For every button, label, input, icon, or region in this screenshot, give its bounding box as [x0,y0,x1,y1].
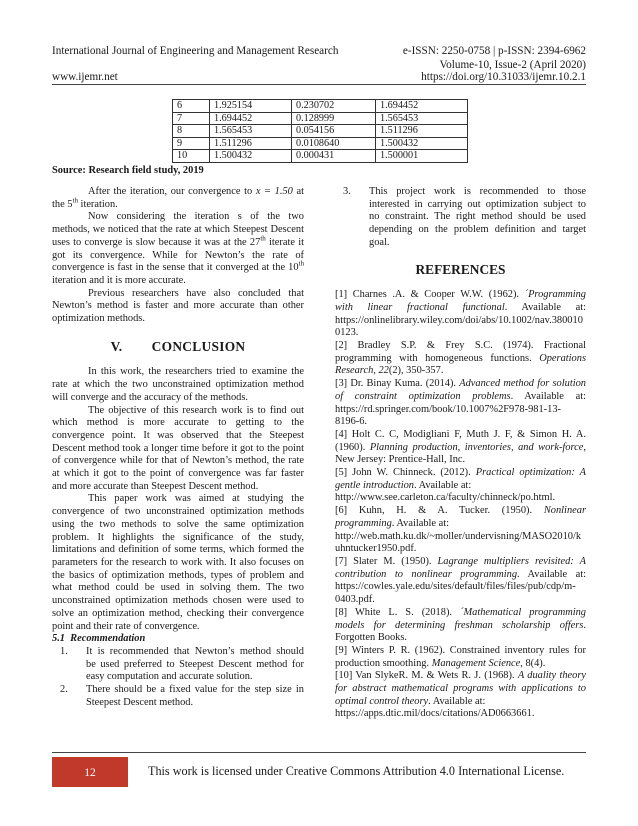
reference-item: [9] Winters P. R. (1962). Constrained inventory rules for production smoothing. Management Science, 8(4). [335,644,586,669]
table-row [173,137,468,150]
left-column [52,186,304,709]
reference-link[interactable]: https://rd.springer.com/book/10.1007%2F978-981-13- [335,403,561,415]
reference-link[interactable]: https://apps.dtic.mil/docs/citations/AD0663661. [335,708,535,720]
table-cell: 1.500001 [376,150,468,163]
table-row [173,112,468,125]
license-notice: This work is licensed under Creative Commons Attribution 4.0 International License. [148,764,565,778]
reference-item: [5] John W. Chinneck. (2012). Practical optimization: A gentle introduction. Available at: http://www.see.carleton.ca/faculty/chinneck/po.html. [335,467,586,504]
footer-rule [52,752,586,753]
paragraph-convergence: After the iteration, our convergence to x = 1.50 at the 5th iteration. [52,186,304,210]
list-item: 2. There should be a fixed value for the step size in Steepest Descent method. [60,684,304,708]
doi-link[interactable]: https://doi.org/10.31033/ijemr.10.2.1 [421,71,586,83]
table-cell: 7 [173,112,210,125]
table-cell: 6 [173,100,210,113]
table-cell: 9 [173,137,210,150]
reference-item: [2] Bradley S.P. & Frey S.C. (1974). Fractional programming with homogeneous functions. Operations Research, 22(2), 350-357. [335,340,586,377]
table-cell: 0.000431 [292,150,376,163]
table-cell: 1.511296 [210,137,292,150]
journal-title: International Journal of Engineering and Management Research [52,45,339,57]
reference-link[interactable]: http://web.math.ku.dk/~moller/undervisning/MASO2010/k [335,530,582,542]
paragraph-previous-research: Previous researchers have also concluded that Newton’s method is faster and more accurate than other optimization methods. [52,287,304,325]
reference-item: [7] Slater M. (1950). Lagrange multipliers revisited: A contribution to nonlinear programming. Available at: https://cowles.yale.edu/sites/default/files/files/pub/cdp/m- 0403.pdf. [335,555,586,606]
reference-link[interactable]: https://cowles.yale.edu/sites/default/files/files/pub/cdp/m- [335,581,576,593]
table-row [173,100,468,113]
table-row [173,125,468,138]
table-row [173,150,468,163]
table-source: Source: Research field study, 2019 [52,165,204,176]
reference-item: [8] White L. S. (2018). ´Mathematical programming models for determining freshman scholarship offers. Forgotten Books. [335,606,586,644]
table-cell: 0.0108640 [292,137,376,150]
reference-item: [6] Kuhn, H. & A. Tucker. (1950). Nonlinear programming. Available at: http://web.math.ku.dk/~moller/undervisning/MASO2010/k uhntucker1950.pdf. [335,505,586,555]
table-cell: 0.128999 [292,112,376,125]
reference-item: [10] Van SlykeR. M. & Wets R. J. (1968). A duality theory for abstract mathematical programs with applications to optimal control theory. Available at: https://apps.dtic.mil/docs/citations/AD0663661. [335,670,586,720]
paragraph-aim: This paper work was aimed at studying the convergence of two unconstrained optimization methods using the two methods to solve the same optimization problem. It highlights the significance of the study, limitations and definition of some terms, which formed the parameters for the research to work with. It also focuses on the basics of optimization methods, types of problem and what method could be used in solving them. The two unconstrained optimization methods chosen were used to solve an optimization method, checking their convergence point and their rate of convergence. [52,493,304,632]
paragraph-comparison: Now considering the iteration s of the two methods, we noticed that the rate at which Steepest Descent uses to converge is slow because it was at the 27th iterate it got its convergence. While for Newton’s the rate of convergence is fast in the sense that it converged at the 10th iteration and it is more accurate. [52,211,304,286]
table-cell: 1.565453 [376,112,468,125]
reference-item: [1] Charnes .A. & Cooper W.W. (1962). ´Programming with linear fractional functional. Available at: https://onlinelibrary.wiley.com/doi/abs/10.1002/nav.380010 0123. [335,289,586,339]
section-heading-conclusion: V. CONCLUSION [110,338,246,354]
iteration-table [172,99,468,163]
header-rule [52,84,586,85]
reference-link[interactable]: http://www.see.carleton.ca/faculty/chinneck/po.html. [335,492,556,504]
table-cell: 1.694452 [376,100,468,113]
table-cell: 0.054156 [292,125,376,138]
issn: e-ISSN: 2250-0758 | p-ISSN: 2394-6962 [402,45,586,57]
reference-item: [3] Dr. Binay Kuma. (2014). Advanced method for solution of constraint optimization problems. Available at: https://rd.springer.com/book/10.1007%2F978-981-13- 8196-6. [335,378,587,428]
table-cell: 1.500432 [376,137,468,150]
paragraph-objective: The objective of this research work is to find out which method is more accurate to getting to the convergence point. It was observed that the Steepest Descent method took a longer time before it got to the point of convergence while for that of Newton’s method, the rate at which it got to the point of convergence was far faster and more accurate than Steepest Descent method. [52,404,304,492]
table-cell: 10 [173,150,210,163]
table-cell: 1.511296 [376,125,468,138]
table-cell: 1.694452 [210,112,292,125]
table-cell: 8 [173,125,210,138]
right-column [335,186,586,721]
list-item: 3. This project work is recommended to those interested in carrying out optimization subject to no constraint. The right method should be used depending on the problem definition and target goal. [343,186,586,248]
table-cell: 1.925154 [210,100,292,113]
page-number: 12 [52,757,128,787]
volume-issue: Volume-10, Issue-2 (April 2020) [439,59,586,71]
table-cell: 0.230702 [292,100,376,113]
reference-link[interactable]: https://onlinelibrary.wiley.com/doi/abs/10.1002/nav.380010 [335,314,583,326]
reference-item: [4] Holt C. C, Modigliani F, Muth J. F, & Simon H. A. (1960). Planning production, inventories, and work-force, New Jersey: Prentice-Hall, Inc. [335,428,586,466]
subsection-heading-recommendation: 5.1 Recommendation [52,633,146,645]
journal-website[interactable]: www.ijemr.net [52,71,118,83]
paragraph-conclusion-intro: In this work, the researchers tried to examine the rate at which the two unconstrained optimization method will converge and the accuracy of the methods. [52,366,304,403]
list-item: 1. It is recommended that Newton’s method should be used preferred to Steepest Descent method for easy computation and accurate solution. [60,645,304,683]
references-heading: REFERENCES [415,261,506,277]
table-cell: 1.565453 [210,125,292,138]
table-cell: 1.500432 [210,150,292,163]
